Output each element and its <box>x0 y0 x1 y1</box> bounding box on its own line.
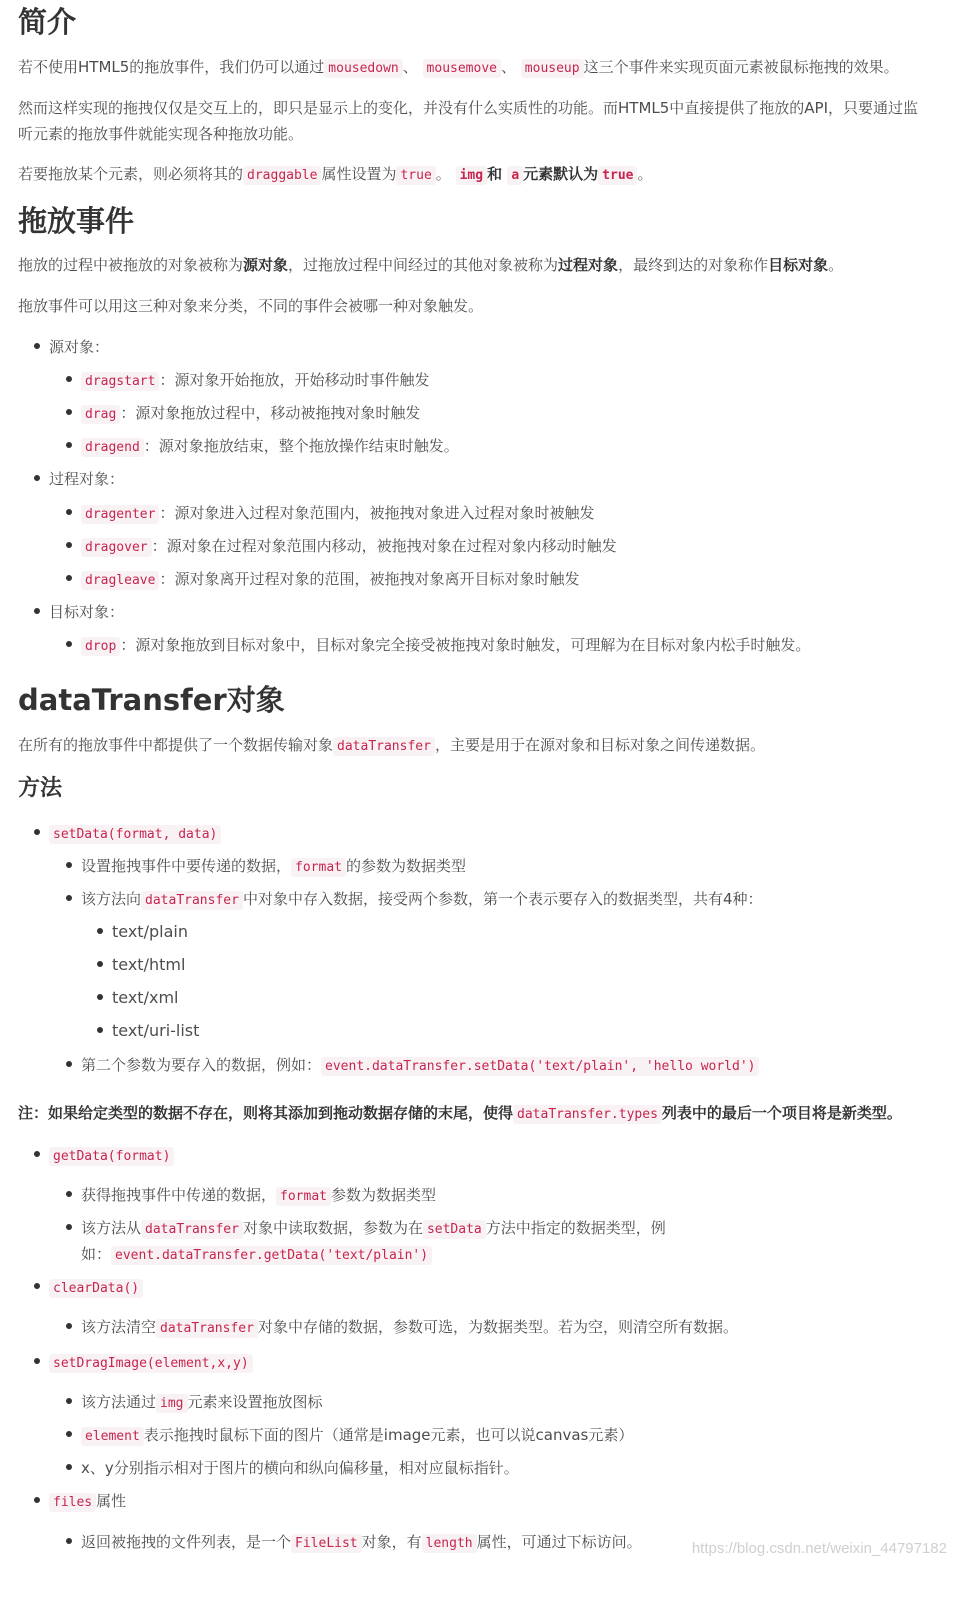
watermark: https://blog.csdn.net/weixin_44797182 <box>691 1540 947 1557</box>
list-item-getdata-desc-2-cont: 如： event.dataTransfer.getData('text/plain') <box>81 1242 432 1268</box>
bullet-icon <box>66 1224 72 1230</box>
bullet-icon <box>34 608 40 614</box>
heading-methods: 方法 <box>18 776 63 801</box>
intro-paragraph-2-line-1: 然而这样实现的拖拽仅仅是交互上的，即只是显示上的变化，并没有什么实质性的功能。而HTML5中直接提供了拖放的API，只要通过监 <box>18 99 919 117</box>
heading-intro: 简介 <box>18 5 77 39</box>
bullet-icon <box>66 409 72 415</box>
list-item-dragover: dragover ：源对象在过程对象范围内移动，被拖拽对象在过程对象内移动时触发 <box>66 534 617 560</box>
list-item-setdata-desc-2: 该方法向 dataTransfer 中对象中存入数据，接受两个参数，第一个表示要存入的数据类型，共有4种： <box>66 887 763 913</box>
list-item-getdata-desc-2: 该方法从 dataTransfer 对象中读取数据，参数为在 setData 方法中指定的数据类型，例 <box>66 1216 666 1242</box>
list-item-cleardata-desc: 该方法清空 dataTransfer 对象中存储的数据，参数可选，为数据类型。若为空，则清空所有数据。 <box>66 1315 738 1341</box>
bullet-icon <box>97 928 103 934</box>
list-item-setdragimage-desc-2: element 表示拖拽时鼠标下面的图片（通常是image元素，也可以说canvas元素） <box>66 1423 633 1449</box>
list-item-type-text-uri-list: text/uri-list <box>97 1019 199 1043</box>
bullet-icon <box>34 1283 40 1289</box>
bullet-icon <box>97 1027 103 1033</box>
code-true-2: true <box>598 166 637 185</box>
list-item-source-object: 源对象： <box>34 335 109 359</box>
intro-paragraph-2-line-2: 听元素的拖放事件就能实现各种拖放功能。 <box>18 125 304 143</box>
list-item-target-object: 目标对象： <box>34 600 124 624</box>
bullet-icon <box>66 509 72 515</box>
bullet-icon <box>66 1538 72 1544</box>
code-mousedown: mousedown <box>324 59 402 78</box>
list-item-dragstart: dragstart ：源对象开始拖放，开始移动时事件触发 <box>66 368 429 394</box>
code-datatransfer-types: dataTransfer.types <box>513 1105 662 1124</box>
bullet-icon <box>34 1358 40 1364</box>
bullet-icon <box>66 1431 72 1437</box>
datatransfer-paragraph: 在所有的拖放事件中都提供了一个数据传输对象 dataTransfer ，主要是用于在源对象和目标对象之间传递数据。 <box>18 736 765 754</box>
heading-datatransfer: dataTransfer对象 <box>18 683 285 717</box>
code-draggable: draggable <box>243 166 321 185</box>
list-item-setdragimage-desc-3: x、y分别指示相对于图片的横向和纵向偏移量，相对应鼠标指针。 <box>66 1456 519 1480</box>
bullet-icon <box>66 376 72 382</box>
code-img: img <box>456 166 487 185</box>
bullet-icon <box>66 575 72 581</box>
code-datatransfer: dataTransfer <box>333 737 435 756</box>
bullet-icon <box>66 1323 72 1329</box>
code-mouseup: mouseup <box>521 59 584 78</box>
bullet-icon <box>97 994 103 1000</box>
bullet-icon <box>34 343 40 349</box>
list-item-dragleave: dragleave ：源对象离开过程对象的范围，被拖拽对象离开目标对象时触发 <box>66 567 579 593</box>
list-item-process-object: 过程对象： <box>34 467 124 491</box>
heading-drag-events: 拖放事件 <box>18 204 135 238</box>
bullet-icon <box>34 1151 40 1157</box>
list-item-getdata-desc-1: 获得拖拽事件中传递的数据， format 参数为数据类型 <box>66 1183 436 1209</box>
bullet-icon <box>66 542 72 548</box>
list-item-type-text-plain: text/plain <box>97 920 188 944</box>
bullet-icon <box>34 1497 40 1503</box>
note-paragraph: 注：如果给定类型的数据不存在，则将其添加到拖动数据存储的末尾，使得 dataTransfer.types 列表中的最后一个项目将是新类型。 <box>18 1104 902 1122</box>
list-item-type-text-xml: text/xml <box>97 986 178 1010</box>
bullet-icon <box>66 862 72 868</box>
bullet-icon <box>66 442 72 448</box>
bullet-icon <box>97 961 103 967</box>
bullet-icon <box>66 1061 72 1067</box>
list-item-cleardata: clearData() <box>34 1275 143 1301</box>
list-item-drag: drag ：源对象拖放过程中，移动被拖拽对象时触发 <box>66 401 420 427</box>
list-item-dragend: dragend ：源对象拖放结束，整个拖放操作结束时触发。 <box>66 434 459 460</box>
intro-paragraph-1: 若不使用HTML5的拖放事件，我们仍可以通过 mousedown 、 mousemove 、 mouseup 这三个事件来实现页面元素被鼠标拖拽的效果。 <box>18 58 899 76</box>
code-a: a <box>507 166 523 185</box>
bullet-icon <box>34 475 40 481</box>
list-item-setdata-desc-1: 设置拖拽事件中要传递的数据， format 的参数为数据类型 <box>66 854 466 880</box>
bullet-icon <box>66 1464 72 1470</box>
intro-paragraph-3: 若要拖放某个元素，则必须将其的 draggable 属性设置为 true 。 img 和 a 元素默认为 true 。 <box>18 165 653 183</box>
bullet-icon <box>34 829 40 835</box>
code-mousemove: mousemove <box>423 59 501 78</box>
list-item-getdata: getData(format) <box>34 1143 174 1169</box>
list-item-setdragimage: setDragImage(element,x,y) <box>34 1350 253 1376</box>
list-item-setdata-desc-3: 第二个参数为要存入的数据，例如： event.dataTransfer.setData('text/plain', 'hello world') <box>66 1053 759 1079</box>
list-item-setdragimage-desc-1: 该方法通过 img 元素来设置拖放图标 <box>66 1390 323 1416</box>
list-item-drop: drop ：源对象拖放到目标对象中，目标对象完全接受被拖拽对象时触发，可理解为在目标对象内松手时触发。 <box>66 633 810 659</box>
bullet-icon <box>66 895 72 901</box>
events-paragraph-1: 拖放的过程中被拖放的对象被称为源对象，过拖放过程中间经过的其他对象被称为过程对象，最终到达的对象称作目标对象。 <box>18 256 844 274</box>
bullet-icon <box>66 1191 72 1197</box>
code-true: true <box>396 166 435 185</box>
list-item-dragenter: dragenter ：源对象进入过程对象范围内，被拖拽对象进入过程对象时被触发 <box>66 501 594 527</box>
events-paragraph-2: 拖放事件可以用这三种对象来分类，不同的事件会被哪一种对象触发。 <box>18 297 484 315</box>
list-item-files: files 属性 <box>34 1489 126 1515</box>
list-item-files-desc: 返回被拖拽的文件列表，是一个 FileList 对象，有 length 属性，可通过下标访问。 <box>66 1530 642 1556</box>
list-item-setdata: setData(format, data) <box>34 821 221 847</box>
bullet-icon <box>66 641 72 647</box>
list-item-type-text-html: text/html <box>97 953 185 977</box>
bullet-icon <box>66 1398 72 1404</box>
